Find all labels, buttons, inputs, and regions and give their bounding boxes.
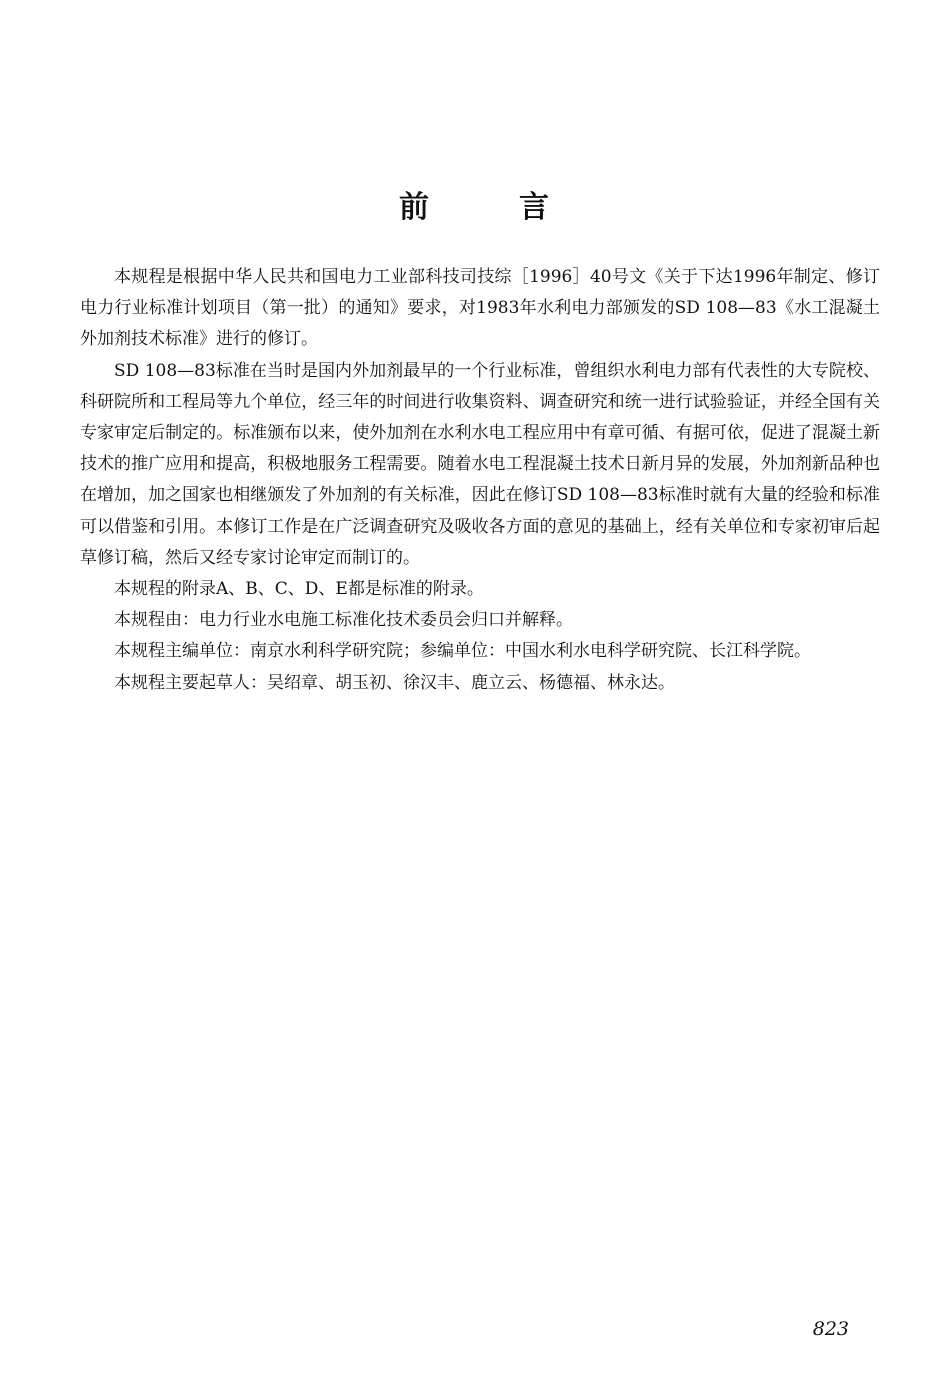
paragraph-editors: 本规程主编单位：南京水利科学研究院；参编单位：中国水利水电科学研究院、长江科学院。: [114, 641, 811, 662]
paragraph-drafters: 本规程主要起草人：吴绍章、胡玉初、徐汉丰、鹿立云、杨德福、林永达。: [114, 672, 675, 693]
preface-body: [80, 262, 880, 699]
page-number: 823: [812, 1318, 849, 1340]
paragraph-appendix: 本规程的附录A、B、C、D、E都是标准的附录。: [114, 579, 484, 600]
paragraph-interpretation: 本规程由：电力行业水电施工标准化技术委员会归口并解释。: [114, 610, 573, 631]
paragraph-origin: 本规程是根据中华人民共和国电力工业部科技司技综［1996］40号文《关于下达1996年制定、修订电力行业标准计划项目（第一批）的通知》要求，对1983年水利电力部颁发的SD 108—83《水工混凝土外加剂技术标准》进行的修订。: [80, 267, 880, 350]
paragraph-history: SD 108—83标准在当时是国内外加剂最早的一个行业标准，曾组织水利电力部有代表性的大专院校、科研院所和工程局等九个单位，经三年的时间进行收集资料、调查研究和统一进行试验验证，并经全国有关专家审定后制定的。标准颁布以来，使外加剂在水利水电工程应用中有章可循、有据可依，促进了混凝土新技术的推广应用和提高，积极地服务工程需要。随着水电工程混凝土技术日新月异的发展，外加剂新品种也在增加，加之国家也相继颁发了外加剂的有关标准，因此在修订SD 108—83标准时就有大量的经验和标准可以借鉴和引用。本修订工作是在广泛调查研究及吸收各方面的意见的基础上，经有关单位和专家初审后起草修订稿，然后又经专家讨论审定而制订的。: [80, 360, 880, 568]
page-title: [0, 182, 950, 226]
title-char-1: 前: [399, 190, 431, 225]
title-char-2: 言: [519, 190, 551, 225]
